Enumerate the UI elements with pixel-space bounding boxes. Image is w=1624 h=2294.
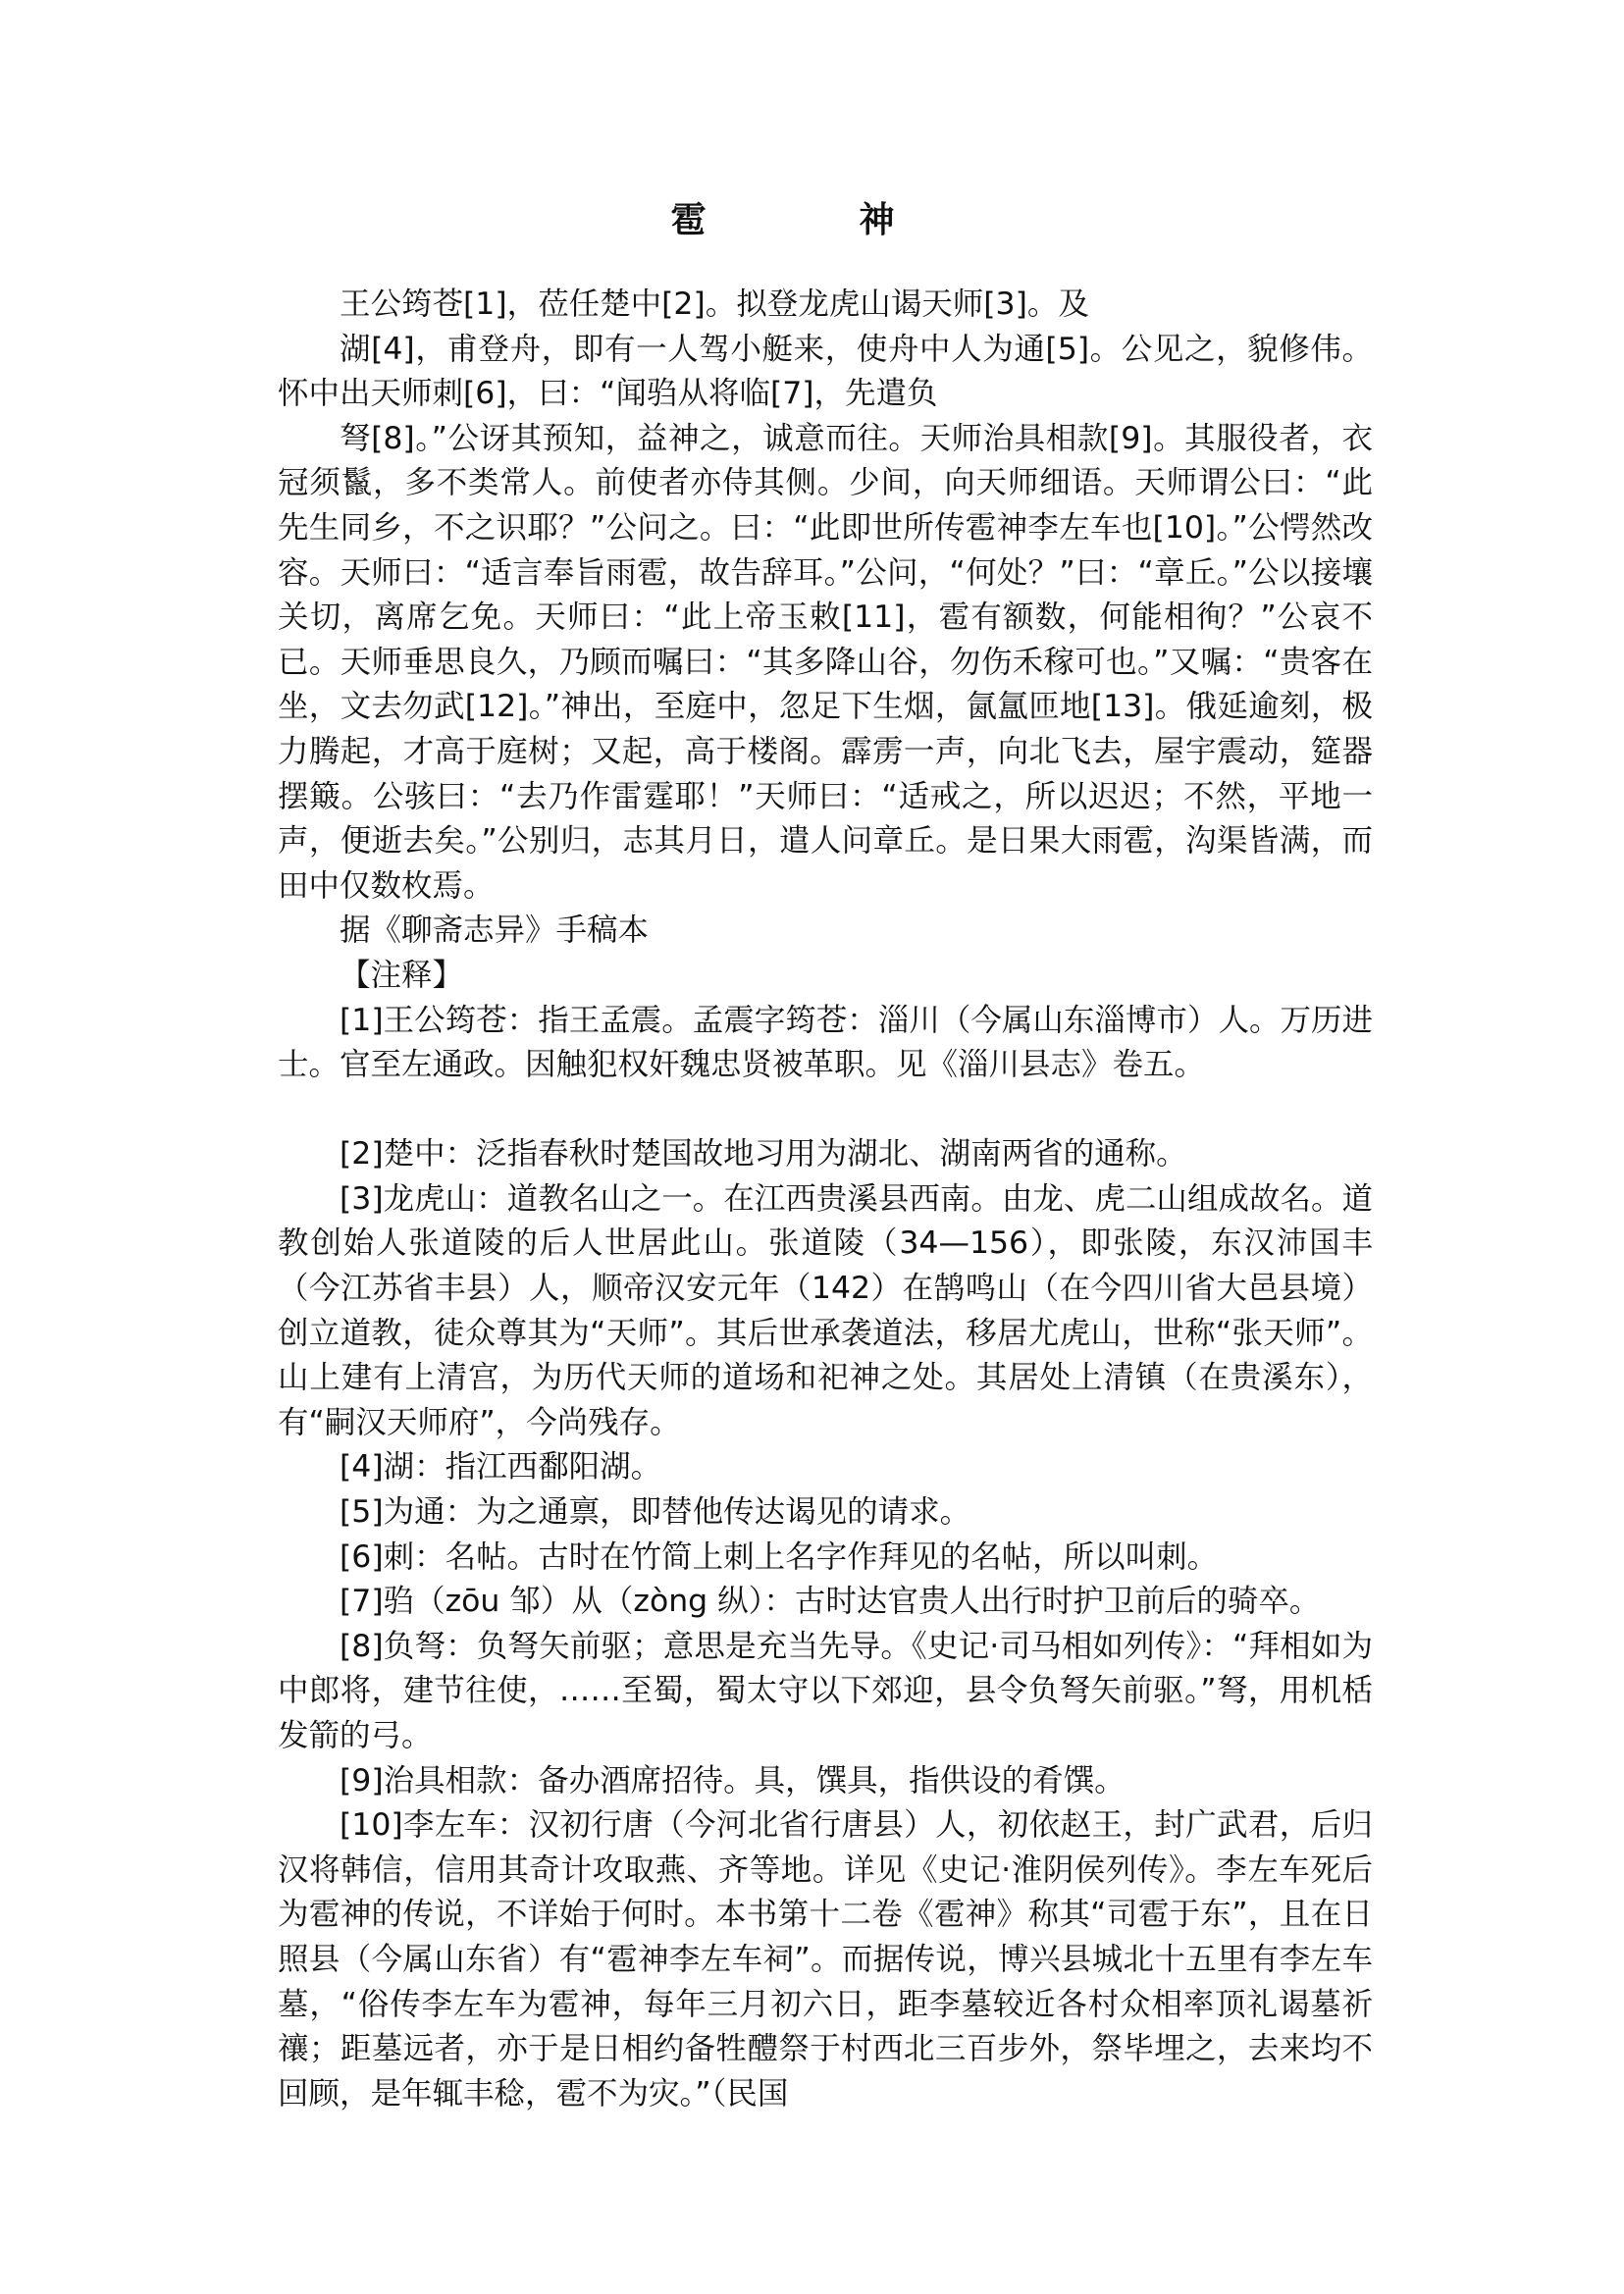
- note-item: [8]负弩：负弩矢前驱；意思是充当先导。《史记·司马相如列传》：“拜相如为中郎将，建节往使，……至蜀，蜀太守以下郊迎，县令负弩矢前驱。”弩，用机栝发箭的弓。: [278, 1628, 1373, 1753]
- body-paragraph: 弩[8]。”公讶其预知，益神之，诚意而往。天师治具相款[9]。其服役者，衣冠须鬣，多不类常人。前使者亦侍其侧。少间，向天师细语。天师谓公曰：“此先生同乡，不之识耶？”公问之。曰：“此即世所传雹神李左车也[10]。”公愕然改容。天师曰：“适言奉旨雨雹，故告辞耳。”公问，“何处？”曰：“章丘。”公以接壤关切，离席乞免。天师曰：“此上帝玉敕[11]，雹有额数，何能相徇？”公哀不已。天师垂思良久，乃顾而嘱曰：“其多降山谷，勿伤禾稼可也。”又嘱：“贵客在坐，文去勿武[12]。”神出，至庭中，忽足下生烟，氤氲匝地[13]。俄延逾刻，极力腾起，才高于庭树；又起，高于楼阁。霹雳一声，向北飞去，屋宇震动，筵器摆簸。公骇曰：“去乃作雷霆耶！”天师曰：“适戒之，所以迟迟；不然，平地一声，便逝去矣。”公别归，志其月日，遣人问章丘。是日果大雨雹，沟渠皆满，而田中仅数枚焉。: [278, 420, 1373, 904]
- page-title: 雹 神: [670, 200, 954, 240]
- note-item: [4]湖：指江西鄱阳湖。: [340, 1449, 662, 1486]
- note-item: [5]为通：为之通禀，即替他传达谒见的请求。: [340, 1494, 971, 1531]
- note-item: [1]王公筠苍：指王孟震。孟震字筠苍：淄川（今属山东淄博市）人。万历进士。官至左通政。因触犯权奸魏忠贤被革职。见《淄川县志》卷五。: [278, 1002, 1373, 1083]
- notes-heading: 【注释】: [340, 957, 464, 993]
- document-body: [278, 283, 1373, 2116]
- note-item: [2]楚中：泛指春秋时楚国故地习用为湖北、湖南两省的通称。: [340, 1136, 1187, 1173]
- note-item: [10]李左车：汉初行唐（今河北省行唐县）人，初依赵王，封广武君，后归汉将韩信，信用其奇计攻取燕、齐等地。详见《史记·淮阴侯列传》。李左车死后为雹神的传说，不详始于何时。本书第十二卷《雹神》称其“司雹于东”，且在日照县（今属山东省）有“雹神李左车祠”。而据传说，博兴县城北十五里有李左车墓，“俗传李左车为雹神，每年三月初六日，距李墓较近各村众相率顶礼谒墓祈禳；距墓远者，亦于是日相约备牲醴祭于村西北三百步外，祭毕埋之，去来均不回顾，是年辄丰稔，雹不为灾。”（民国: [278, 1807, 1373, 2112]
- note-item: [3]龙虎山：道教名山之一。在江西贵溪县西南。由龙、虎二山组成故名。道教创始人张道陵的后人世居此山。张道陵（34—156），即张陵，东汉沛国丰（今江苏省丰县）人，顺帝汉安元年（142）在鹄鸣山（在今四川省大邑县境）创立道教，徒众尊其为“天师”。其后世承袭道法，移居尤虎山，世称“张天师”。山上建有上清宫，为历代天师的道场和祀神之处。其居处上清镇（在贵溪东），有“嗣汉天师府”，今尚残存。: [278, 1180, 1373, 1440]
- note-item: [7]驺（zōu 邹）从（zòng 纵）：古时达官贵人出行时护卫前后的骑卒。: [340, 1584, 1321, 1620]
- note-item: [9]治具相款：备办酒席招待。具，馔具，指供设的肴馔。: [340, 1762, 1126, 1799]
- note-item: [6]刺：名帖。古时在竹简上刺上名字作拜见的名帖，所以叫刺。: [340, 1538, 1219, 1575]
- body-paragraph: 王公筠苍[1]，莅任楚中[2]。拟登龙虎山谒天师[3]。及: [340, 287, 1089, 322]
- source-line: 据《聊斋志异》手稿本: [340, 912, 650, 949]
- body-paragraph: 湖[4]，甫登舟，即有一人驾小艇来，使舟中人为通[5]。公见之，貌修伟。怀中出天师刺[6]，曰：“闻驺从将临[7]，先遣负: [278, 331, 1373, 412]
